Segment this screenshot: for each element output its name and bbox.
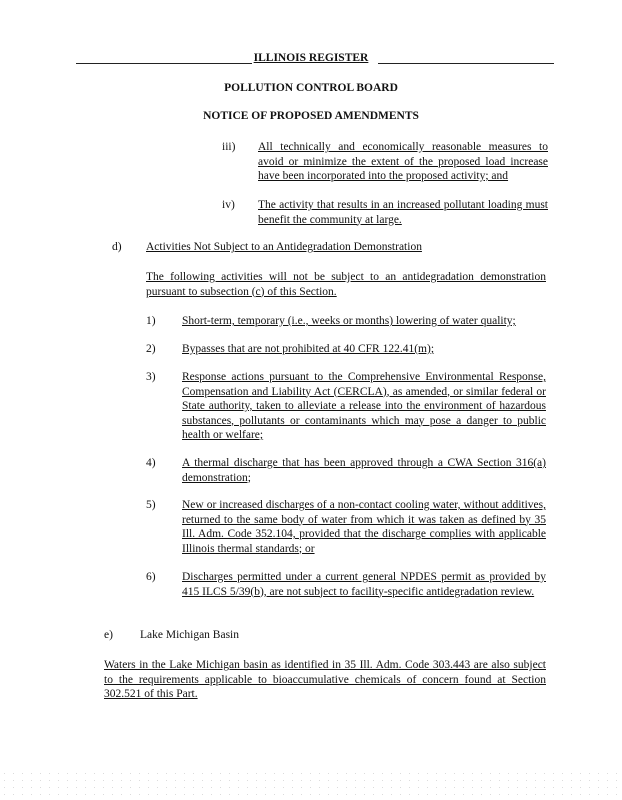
- item-text: Short-term, temporary (i.e., weeks or months) lowering of water quality;: [182, 315, 516, 327]
- board-name: POLLUTION CONTROL BOARD: [224, 82, 398, 94]
- scan-noise: [0, 770, 622, 800]
- item-number: 5): [146, 499, 156, 511]
- section-title: Lake Michigan Basin: [140, 629, 240, 641]
- item-text: All technically and economically reasonable measures to avoid or minimize the extent of the proposed load increase have been incorporated into the proposed activity; and: [258, 141, 548, 182]
- notice-title: NOTICE OF PROPOSED AMENDMENTS: [203, 110, 419, 122]
- item-number: 3): [146, 371, 156, 383]
- section-label: d): [112, 241, 122, 253]
- item-text: The activity that results in an increased pollutant loading must benefit the community at large.: [258, 199, 548, 226]
- item-text: Response actions pursuant to the Comprehensive Environmental Response, Compensation and Liability Act (CERCLA), as amended, or similar federal or State authority, taken to alleviate a release into the environment of hazardous substances, pollutants or contaminants which may pose a danger to public health or welfare;: [182, 371, 546, 441]
- item-text: Discharges permitted under a current general NPDES permit as provided by 415 ILCS 5/39(b), are not subject to facility-specific antidegradation review.: [182, 571, 546, 598]
- item-number: 6): [146, 571, 156, 583]
- section-label: e): [104, 629, 113, 641]
- item-number: 2): [146, 343, 156, 355]
- item-number: 1): [146, 315, 156, 327]
- item-number: 4): [146, 457, 156, 469]
- item-number: iii): [222, 141, 236, 153]
- item-text: A thermal discharge that has been approved through a CWA Section 316(a) demonstration;: [182, 457, 546, 484]
- section-title: Activities Not Subject to an Antidegradation Demonstration: [146, 241, 422, 253]
- item-number: iv): [222, 199, 235, 211]
- register-title: ILLINOIS REGISTER: [253, 52, 369, 64]
- item-text: Bypasses that are not prohibited at 40 CFR 122.41(m);: [182, 343, 435, 355]
- item-text: New or increased discharges of a non-contact cooling water, without additives, returned to the same body of water from which it was taken as defined by 35 Ill. Adm. Code 352.104, provided that the discharge complies with applicable Illinois thermal standards; or: [182, 499, 546, 555]
